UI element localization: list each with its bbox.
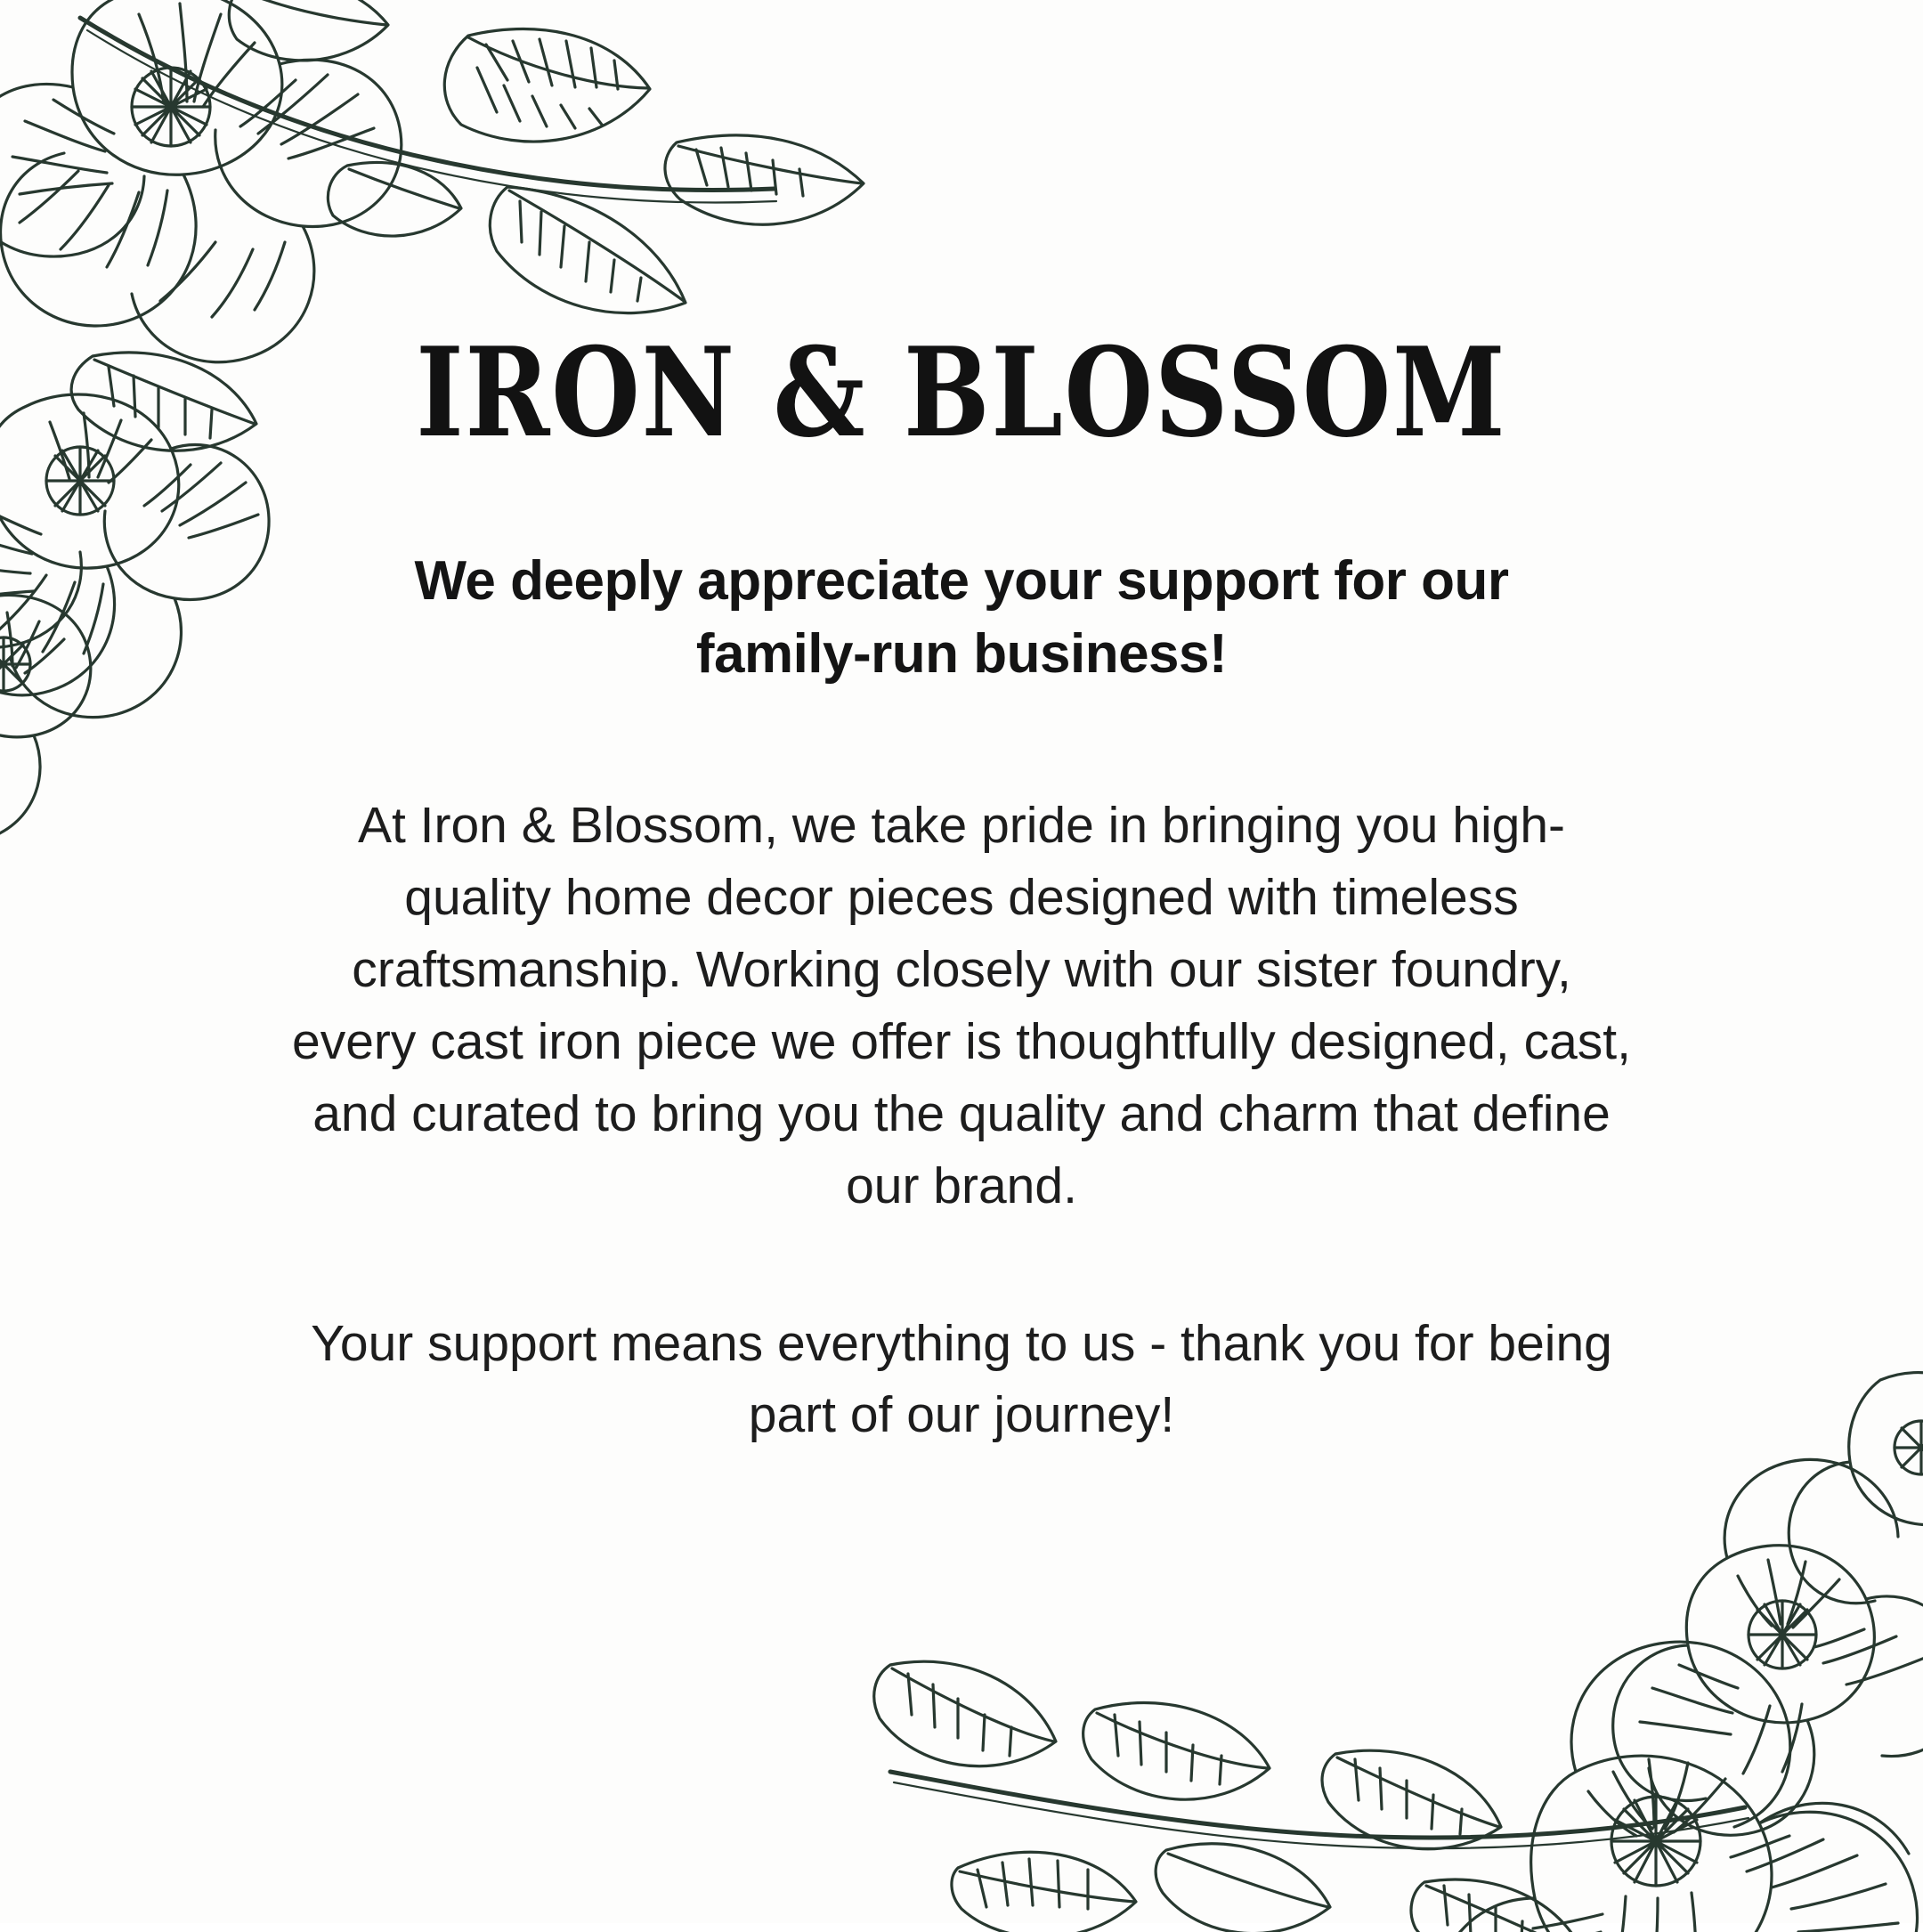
body-paragraph-2: Your support means everything to us - thank you for being part of our journey! — [311, 1314, 1612, 1444]
page-title: IRON & BLOSSOM — [416, 320, 1507, 465]
headline-text: We deeply appreciate your support for our family-run business! — [414, 550, 1509, 686]
body-paragraph-1: At Iron & Blossom, we take pride in bringing you high-quality home decor pieces designed with timeless craftsmanship. Working closely with our sister foundry, every cast iron piece we offer is thoughtfully designed, cast, and curated to bring you the quality and charm that define our brand. — [292, 796, 1631, 1214]
body-text — [285, 790, 1638, 1452]
